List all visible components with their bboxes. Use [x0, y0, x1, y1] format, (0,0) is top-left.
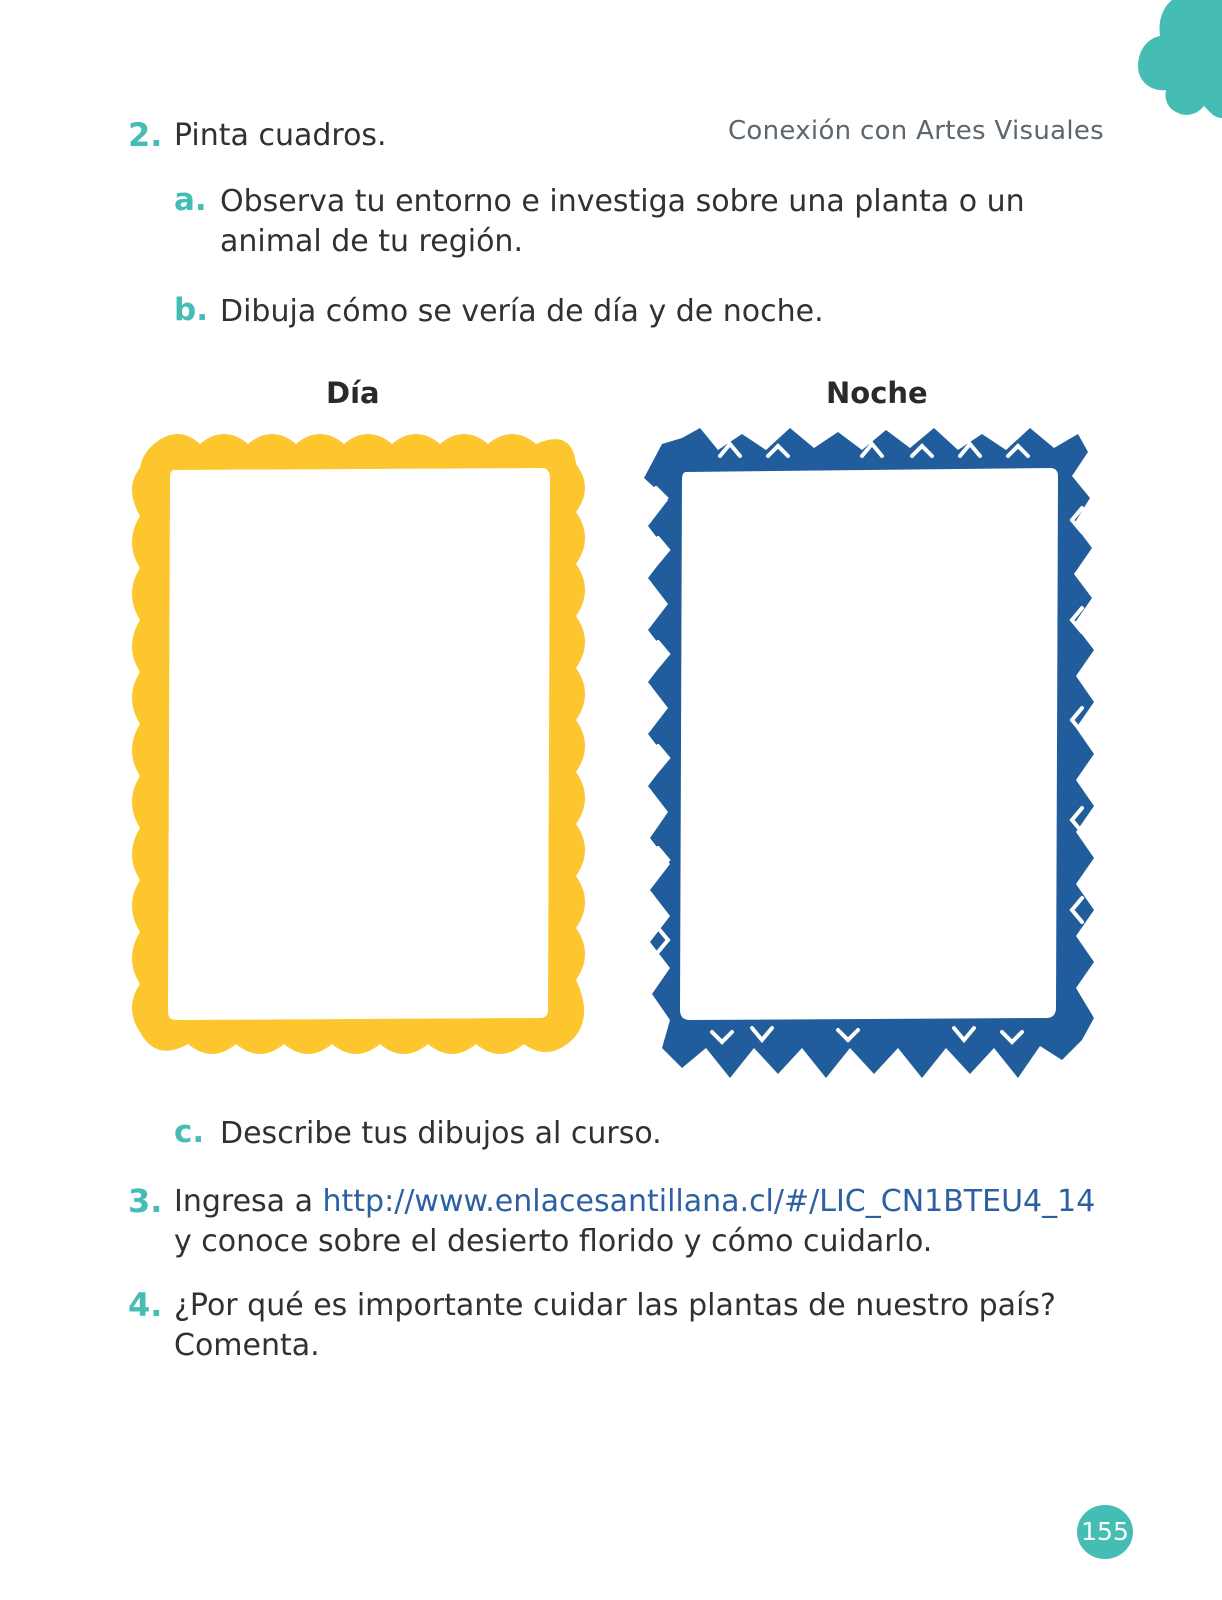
item-2c-text: Describe tus dibujos al curso. — [220, 1116, 662, 1151]
item-3-prefix: Ingresa a — [174, 1184, 323, 1219]
subject-connection-label: Conexión con Artes Visuales — [727, 116, 1104, 146]
item-2b-text: Dibuja cómo se vería de día y de noche. — [220, 294, 824, 329]
day-drawing-frame[interactable] — [126, 428, 592, 1080]
item-4-line2: Comenta. — [174, 1328, 320, 1363]
item-2a-letter: a. — [174, 182, 207, 218]
night-drawing-frame[interactable] — [642, 428, 1108, 1084]
item-4-number: 4. — [128, 1286, 163, 1324]
day-frame-title: Día — [326, 376, 380, 410]
resource-link[interactable]: http://www.enlacesantillana.cl/#/LIC_CN1BTEU4_14 — [322, 1184, 1096, 1219]
night-frame-title: Noche — [826, 376, 928, 410]
item-2a-line2: animal de tu región. — [220, 224, 523, 259]
item-2c-letter: c. — [174, 1114, 205, 1150]
item-3-number: 3. — [128, 1182, 163, 1220]
page-number: 155 — [1077, 1505, 1133, 1559]
item-2b-letter: b. — [174, 292, 208, 328]
corner-decoration — [1082, 0, 1222, 130]
item-2-number: 2. — [128, 116, 163, 154]
item-2a-line1: Observa tu entorno e investiga sobre una planta o un — [220, 184, 1025, 219]
item-3-line2: y conoce sobre el desierto florido y cómo cuidarlo. — [174, 1224, 933, 1259]
item-4-line1: ¿Por qué es importante cuidar las plantas de nuestro país? — [174, 1288, 1056, 1323]
item-3-line1 — [174, 1182, 1095, 1222]
item-2-text: Pinta cuadros. — [174, 118, 387, 153]
